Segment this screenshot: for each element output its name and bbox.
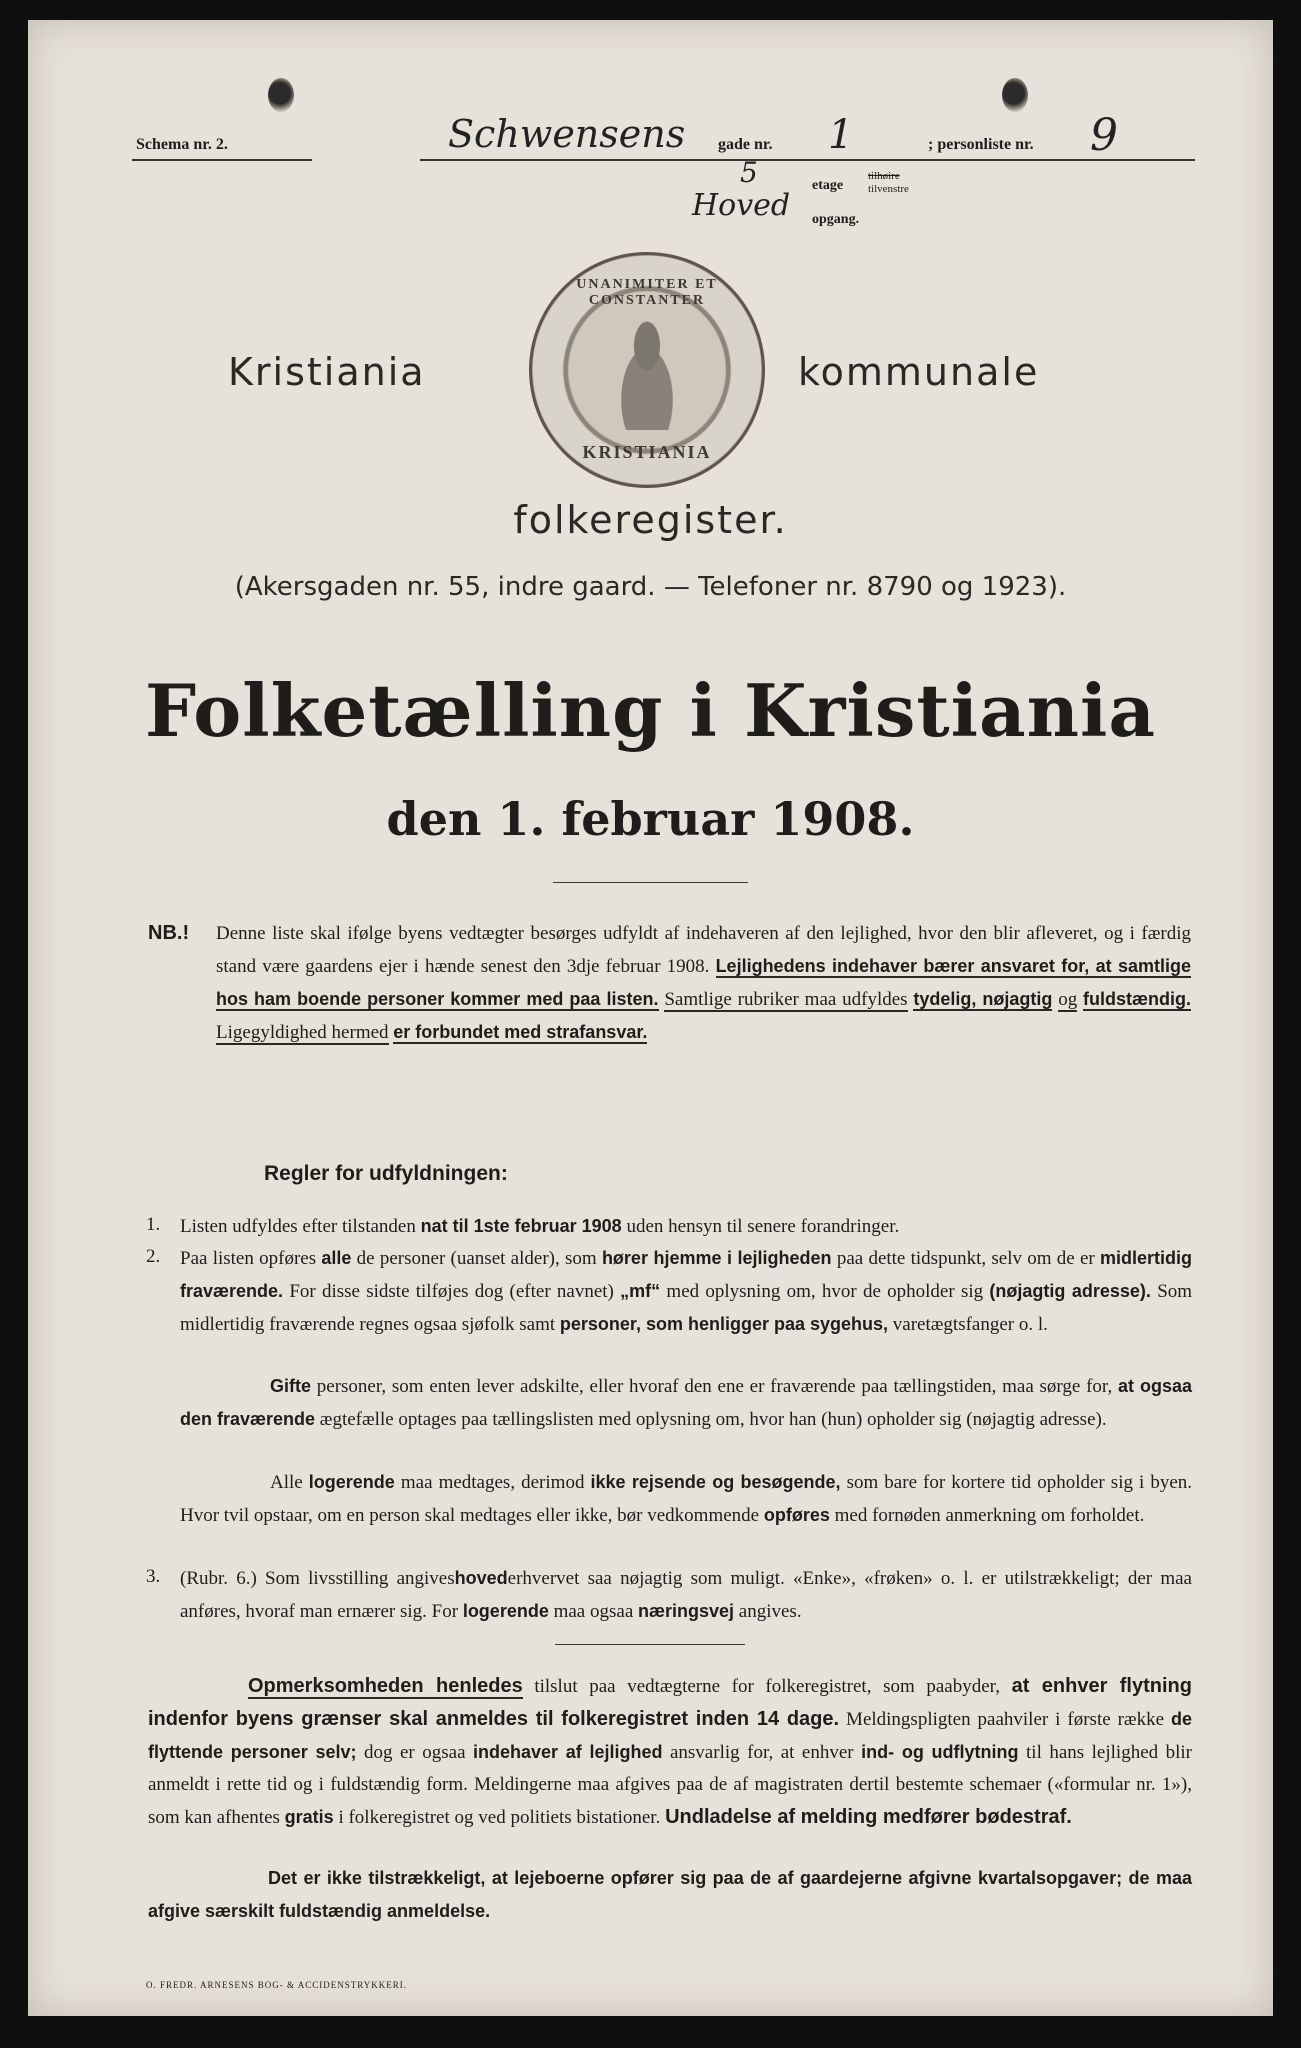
notice-final [148, 1862, 1192, 1928]
rule-2g: For disse sidste tilføjes dog (efter navnet) [289, 1281, 614, 1302]
nb-text-8: er forbundet med strafansvar. [393, 1022, 648, 1042]
nb-text-3: Samtlige rubriker maa udfyldes [664, 989, 908, 1010]
nb-text-5: og [1058, 989, 1078, 1010]
rules-divider [555, 1644, 745, 1645]
opgang-handwritten: Hoved [692, 188, 791, 223]
census-form-page [28, 20, 1273, 2016]
printer-credit: O. FREDR. ARNESENS BOG- & ACCIDENSTRYKKERI. [146, 1980, 408, 1990]
nb-paragraph [216, 918, 1191, 1049]
rule-1b: nat til 1ste februar 1908 [420, 1216, 622, 1236]
rule-2b: alle [321, 1248, 352, 1268]
institution-right-word: kommunale [798, 350, 1040, 394]
personliste-number-handwritten: 9 [1090, 110, 1118, 161]
rule-1a: Listen udfyldes efter tilstanden [180, 1216, 416, 1237]
address-underline [420, 159, 1195, 161]
seal-top-text: UNANIMITER ET CONSTANTER [576, 277, 718, 308]
gade-label: gade nr. [718, 136, 773, 153]
rule-2k: Som midlertidig fraværende regnes ogsaa sjøfolk samt [180, 1281, 1193, 1335]
rule-2a: Paa listen opføres [180, 1248, 317, 1269]
rule-2r: Alle [270, 1472, 303, 1493]
notice-h: ansvarlig for, at enhver [669, 1742, 854, 1763]
rule-3d: logerende [462, 1601, 549, 1621]
rule-2c: de personer (uanset alder), som [356, 1248, 597, 1269]
side-option-struck: tilhøire [868, 170, 900, 182]
rule-2m: varetægtsfanger o. l. [892, 1314, 1048, 1335]
city-seal [529, 252, 765, 488]
rule-3-number: 3. [146, 1566, 161, 1587]
notice-a: Opmerksomheden henledes [248, 1675, 523, 1697]
seal-bottom-text: KRISTIANIA [582, 442, 712, 462]
rule-2t: maa medtages, derimod [400, 1472, 585, 1493]
nb-text-7: Ligegyldighed hermed [216, 1022, 389, 1043]
rule-3g: angives. [738, 1601, 802, 1622]
nb-text-4: tydelig, nøjagtig [913, 989, 1053, 1009]
rule-2h: „mf“ [620, 1281, 661, 1301]
notice-d: Meldingspligten paahviler i første række [846, 1709, 1165, 1730]
rule-2i: med oplysning om, hvor de opholder sig [666, 1281, 984, 1302]
notice-c: at enhver flytning indenfor byens grænser skal anmeldes til folkeregistret inden 14 dage. [148, 1675, 1192, 1730]
rule-2s: logerende [308, 1472, 395, 1492]
rule-2-number: 2. [146, 1246, 161, 1267]
rules-heading: Regler for udfyldningen: [264, 1162, 508, 1185]
title-divider [553, 882, 748, 883]
notice-f: dog er ogsaa [364, 1742, 466, 1763]
rule-2-text [180, 1242, 1192, 1341]
etage-label: etage [812, 178, 844, 193]
rule-3-text [180, 1562, 1192, 1628]
rule-1c: uden hensyn til senere forandringer. [626, 1216, 900, 1237]
side-option: tilvenstre [868, 183, 909, 195]
rule-2o: personer, som enten lever adskilte, eller hvoraf den ene er fraværende paa tællingstiden, maa sørge for, [316, 1376, 1113, 1397]
gade-number-handwritten: 1 [828, 112, 854, 158]
rule-2p: at ogsaa den fraværende [180, 1376, 1193, 1429]
notice-b: tilslut paa vedtægterne for folkeregistret, som paabyder, [534, 1676, 1000, 1697]
etage-handwritten: 5 [740, 156, 758, 189]
rule-2j: (nøjagtig adresse). [989, 1281, 1151, 1301]
rule-2v: som bare for kortere tid opholder sig i byen. Hvor tvil opstaar, om en person skal medtages eller ikke, bør vedkommende [180, 1472, 1193, 1526]
street-handwritten: Schwensens [448, 112, 686, 156]
nb-text-6: fuldstændig. [1083, 989, 1192, 1009]
schema-underline [132, 159, 312, 161]
rule-3e: maa ogsaa [553, 1601, 634, 1622]
rule-2-gifte [180, 1370, 1192, 1436]
rule-2u: ikke rejsende og besøgende, [590, 1472, 841, 1492]
institution-left-word: Kristiania [228, 350, 426, 394]
notice-l: i folkeregistret og ved politiets bistationer. [338, 1807, 661, 1828]
rule-3a: (Rubr. 6.) Som livsstilling angives [180, 1568, 455, 1589]
notice-e: de flyttende personer selv; [148, 1709, 1193, 1762]
notice-i: ind- og udflytning [861, 1742, 1019, 1762]
rule-3c: erhvervet saa nøjagtig som muligt. «Enke», «frøken» o. l. er utilstrækkeligt; der maa anføres, hvoraf man ernærer sig. For [180, 1568, 1192, 1622]
opgang-label: opgang. [812, 212, 860, 227]
punch-hole-right [1002, 78, 1028, 112]
main-title: Folketælling i Kristiania [145, 668, 1156, 753]
rule-1-text [180, 1210, 1192, 1243]
personliste-label: ; personliste nr. [928, 136, 1034, 153]
rule-2l: personer, som henligger paa sygehus, [559, 1314, 889, 1334]
notice-k: gratis [284, 1807, 334, 1827]
title-date: den 1. februar 1908. [386, 792, 915, 846]
rule-2e: paa dette tidspunkt, selv om de er [836, 1248, 1095, 1269]
rule-2-logerende [180, 1466, 1192, 1532]
notice-paragraph [148, 1670, 1192, 1834]
seal-figure [602, 310, 692, 430]
notice-m: Undladelse af melding medfører bødestraf. [665, 1806, 1072, 1828]
punch-hole-left [268, 78, 294, 112]
nb-text-2: Lejlighedens indehaver bærer ansvaret for, at samtlige hos ham boende personer kommer med paa listen. [216, 956, 1192, 1009]
notice-n: Det er ikke tilstrækkeligt, at lejeboerne opfører sig paa de af gaardejerne afgivne kvartalsopgaver; de maa afgive særskilt fuldstændig anmeldelse. [148, 1868, 1192, 1921]
schema-label: Schema nr. 2. [136, 136, 228, 153]
rule-2f: midlertidig fraværende. [180, 1248, 1193, 1301]
rule-3b: hoved [454, 1568, 508, 1588]
institution-address: (Akersgaden nr. 55, indre gaard. — Telefoner nr. 8790 og 1923). [234, 572, 1067, 602]
nb-text-1: Denne liste skal ifølge byens vedtægter besørges udfyldt af indehaveren af den lejlighed, hvor den blir afleveret, og i færdig stand være gaardens ejer i hænde senest den 3dje februar 1908. [216, 923, 1191, 977]
notice-g: indehaver af lejlighed [472, 1742, 663, 1762]
rule-2n: Gifte [270, 1376, 312, 1396]
rule-2d: hører hjemme i lejligheden [601, 1248, 832, 1268]
institution-line2: folkeregister. [513, 498, 788, 542]
notice-j: til hans lejlighed blir anmeldt i rette tid og i fuldstændig form. Meldingerne maa afgives paa de af magistraten dertil bestemte schemaer («formular nr. 1»), som kan afhentes [148, 1742, 1192, 1828]
rule-1-number: 1. [146, 1214, 161, 1235]
rule-2w: opføres [763, 1505, 830, 1525]
rule-2x: med fornøden anmerkning om forholdet. [834, 1505, 1145, 1526]
rule-2q: ægtefælle optages paa tællingslisten med oplysning om, hvor han (hun) opholder sig (nøjagtig adresse). [319, 1409, 1107, 1430]
rule-3f: næringsvej [638, 1601, 735, 1621]
nb-label: NB.! [148, 922, 190, 944]
